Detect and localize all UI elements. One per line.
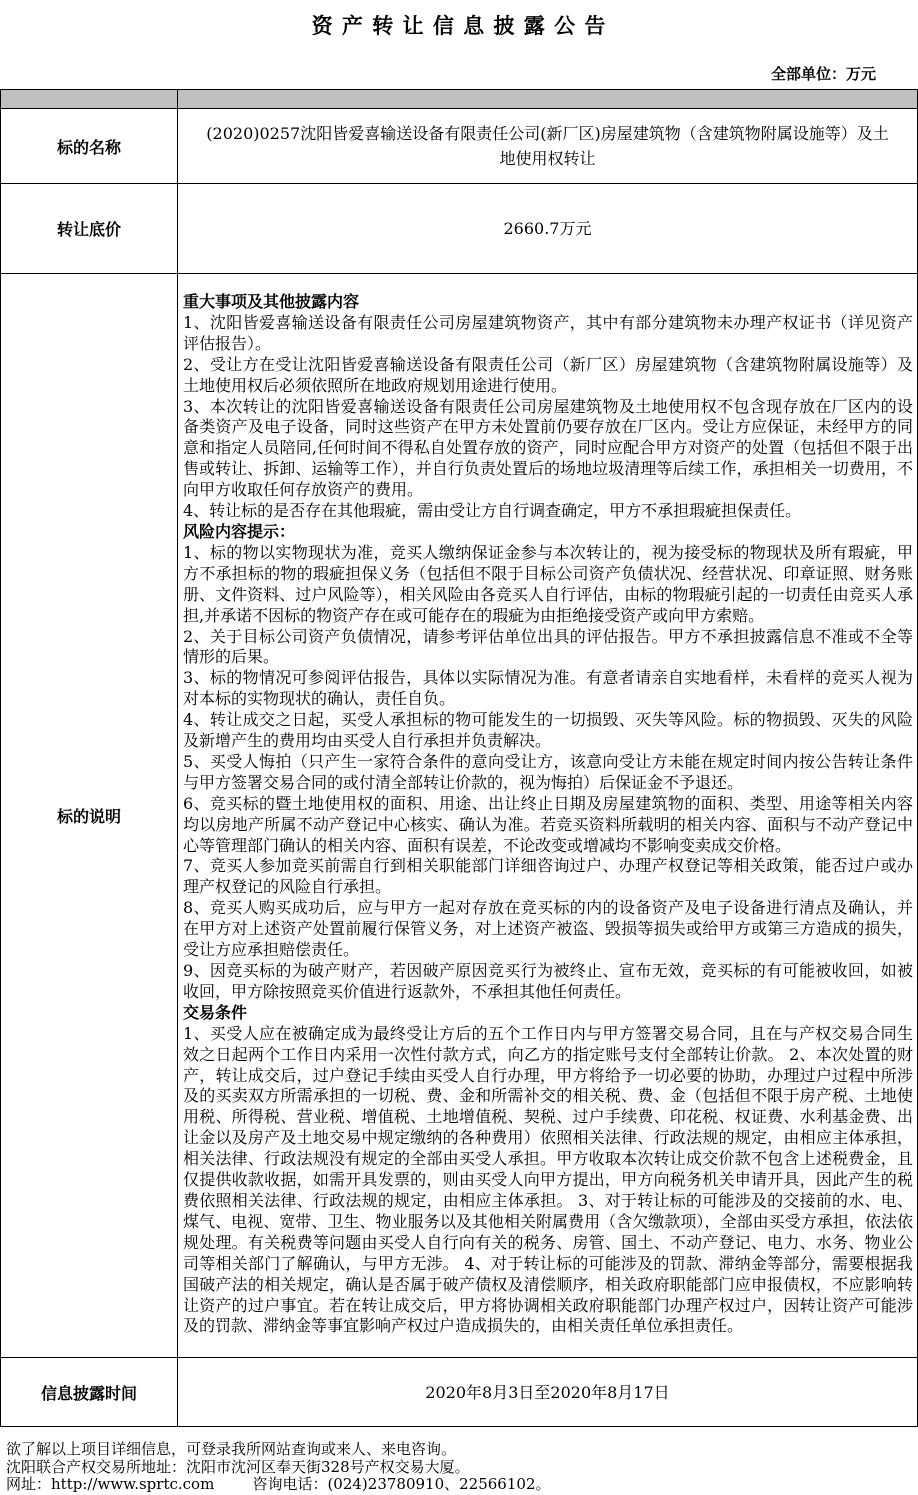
risk-notice-item: 2、关于目标公司资产负债情况，请参考评估单位出具的评估报告。甲方不承担披露信息不准或不全等情形的后果。 [183,626,913,667]
risk-notice-item: 6、竞买标的暨土地使用权的面积、用途、出让终止日期及房屋建筑物的面积、类型、用途等相关内容均以房地产所属不动产登记中心核实、确认为准。若竞买资料所载明的相关内容、面积与不动产登记中心等管理部门确认的相关内容、面积有误差，不论改变或增减均不影响变卖成交价格。 [183,793,913,855]
table-row-disclosure-period [1,1358,918,1427]
risk-notice-item: 7、竞买人参加竞买前需自行到相关职能部门详细咨询过户、办理产权登记等相关政策，能否过户或办理产权登记的风险自行承担。 [183,856,913,897]
page-title: 资 产 转 让 信 息 披 露 公 告 [311,13,607,38]
table-header-label-cell [1,90,178,109]
risk-notice-item: 5、买受人悔拍（只产生一家符合条件的意向受让方，该意向受让方未能在规定时间内按公告转让条件与甲方签署交易合同的或付清全部转让价款的，视为悔拍）后保证金不予退还。 [183,751,913,792]
table-row-subject-description [1,274,918,1358]
subject-description-label: 标的说明 [1,274,178,1358]
unit-note: 全部单位：万元 [770,65,876,83]
footer-exchange-address: 沈阳联合产权交易所地址：沈阳市沈河区奉天街328号产权交易大厦。 [6,1457,470,1476]
disclosure-period-value: 2020年8月3日至2020年8月17日 [178,1358,918,1427]
major-matters-heading: 重大事项及其他披露内容 [183,292,360,311]
floor-price-label: 转让底价 [1,184,178,274]
major-matters-item: 3、本次转让的沈阳皆爱喜输送设备有限责任公司房屋建筑物及土地使用权不包含现存放在厂区内的设备类资产及电子设备，同时这些资产在甲方未处置前仍要存放在厂区内。受让方应保证，未经甲方的同意和指定人员陪同,任何时间不得私自处置存放的资产，同时应配合甲方对资产的处置（包括但不限于出售或转让、拆卸、运输等工作），并自行负责处置后的场地垃圾清理等后续工作，承担相关一切费用，不向甲方收取任何存放资产的费用。 [183,396,913,500]
subject-name-value: (2020)0257沈阳皆爱喜输送设备有限责任公司(新厂区)房屋建筑物（含建筑物附属设施等）及土地使用权转让 [178,109,918,184]
risk-notice-item: 9、因竞买标的为破产财产，若因破产原因竞买行为被终止、宣布无效，竞买标的有可能被收回，如被收回，甲方除按照竞买价值进行返款外，不承担其他任何责任。 [183,961,913,1001]
risk-notice-item: 3、标的物情况可参阅评估报告，具体以实际情况为准。有意者请亲自实地看样，未看样的竞买人视为对本标的实物现状的确认，责任自负。 [183,668,913,709]
risk-notice-item: 4、转让成交之日起，买受人承担标的物可能发生的一切损毁、灭失等风险。标的物损毁、灭失的风险及新增产生的费用均由买受人自行承担并负责解决。 [183,710,913,751]
page-footer [0,1441,918,1494]
table-header-value-cell [178,90,918,109]
table-row-subject-name [1,109,918,184]
risk-notice-item: 8、竞买人购买成功后，应与甲方一起对存放在竞买标的内的设备资产及电子设备进行清点及确认，并在甲方对上述资产处置前履行保管义务，对上述资产被盗、毁损等损失或给甲方或第三方造成的损失，受让方应承担赔偿责任。 [183,898,913,960]
risk-notice-heading: 风险内容提示： [183,521,296,541]
subject-description-value [178,274,918,1358]
major-matters-item: 2、受让方在受让沈阳皆爱喜输送设备有限责任公司（新厂区）房屋建筑物（含建筑物附属设施等）及土地使用权后必须依照所在地政府规划用途进行使用。 [183,354,913,395]
risk-notice-item: 1、标的物以实物现状为准，竞买人缴纳保证金参与本次转让的，视为接受标的物现状及所有瑕疵，甲方不承担标的物的瑕疵担保义务（包括但不限于目标公司资产负债状况、经营状况、印章证照、财务账册、文件资料、过户风险等），相关风险由各竞买人自行评估，由标的物瑕疵引起的一切责任由竞买人承担,并承诺不因标的物资产存在或可能存在的瑕疵为由拒绝接受资产或向甲方索赔。 [183,542,913,625]
table-header-row [1,90,918,109]
subject-name-label: 标的名称 [1,109,178,184]
disclosure-period-label: 信息披露时间 [1,1358,178,1427]
footer-website-and-phone: 网址：http://www.sprtc.com 咨询电话：(024)23780910、22566102。 [6,1475,551,1494]
transaction-conditions-item: 1、买受人应在被确定成为最终受让方后的五个工作日内与甲方签署交易合同，且在与产权交易合同生效之日起两个工作日内采用一次性付款方式，向乙方的指定账号支付全部转让价款。 2、本次处置的财产，转让成交后，过户登记手续由买受人自行办理，甲方将给予一切必要的协助，办理过户过程中所涉及的买卖双方所需承担的一切税、费、金和所需补交的相关税、费、金（包括但不限于房产税、土地使用税、所得税、营业税、增值税、土地增值税、契税、过户手续费、印花税、权证费、水利基金费、出让金以及房产及土地交易中规定缴纳的各种费用）依照相关法律、行政法规的规定，由相应主体承担，相关法律、行政法规没有规定的全部由买受人承担。甲方收取本次转让成交价款不包含上述税费金，且仅提供收款收据，如需开具发票的，则由买受人向甲方提出，甲方向税务机关申请开具，因此产生的税费依照相关法律、行政法规的规定，由相应主体承担。 3、对于转让标的可能涉及的交接前的水、电、煤气、电视、宽带、卫生、物业服务以及其他相关附属费用（含欠缴款项），全部由买受方承担，依法依规处理。有关税费等问题由买受人自行向有关的税务、房管、国土、不动产登记、电力、水务、物业公司等相关部门了解确认，与甲方无涉。 4、对于转让标的可能涉及的罚款、滞纳金等部分，需要根据我国破产法的相关规定，确认是否属于破产债权及清偿顺序，相关政府职能部门应申报债权，不应影响转让资产的过户事宜。若在转让成交后，甲方将协调相关政府职能部门办理产权过户，因转让资产可能涉及的罚款、滞纳金等事宜影响产权过户造成损失的，由相关责任单位承担责任。 [183,1023,913,1336]
disclosure-table [0,89,918,1427]
footer-contact-note: 欲了解以上项目详细信息，可登录我所网站查询或来人、来电咨询。 [6,1440,457,1459]
major-matters-item: 4、转让标的是否存在其他瑕疵，需由受让方自行调查确定，甲方不承担瑕疵担保责任。 [183,501,802,521]
floor-price-value: 2660.7万元 [178,184,918,274]
table-row-floor-price [1,184,918,274]
major-matters-item: 1、沈阳皆爱喜输送设备有限责任公司房屋建筑物资产，其中有部分建筑物未办理产权证书（详见资产评估报告）。 [183,312,913,353]
transaction-conditions-heading: 交易条件 [183,1002,248,1022]
